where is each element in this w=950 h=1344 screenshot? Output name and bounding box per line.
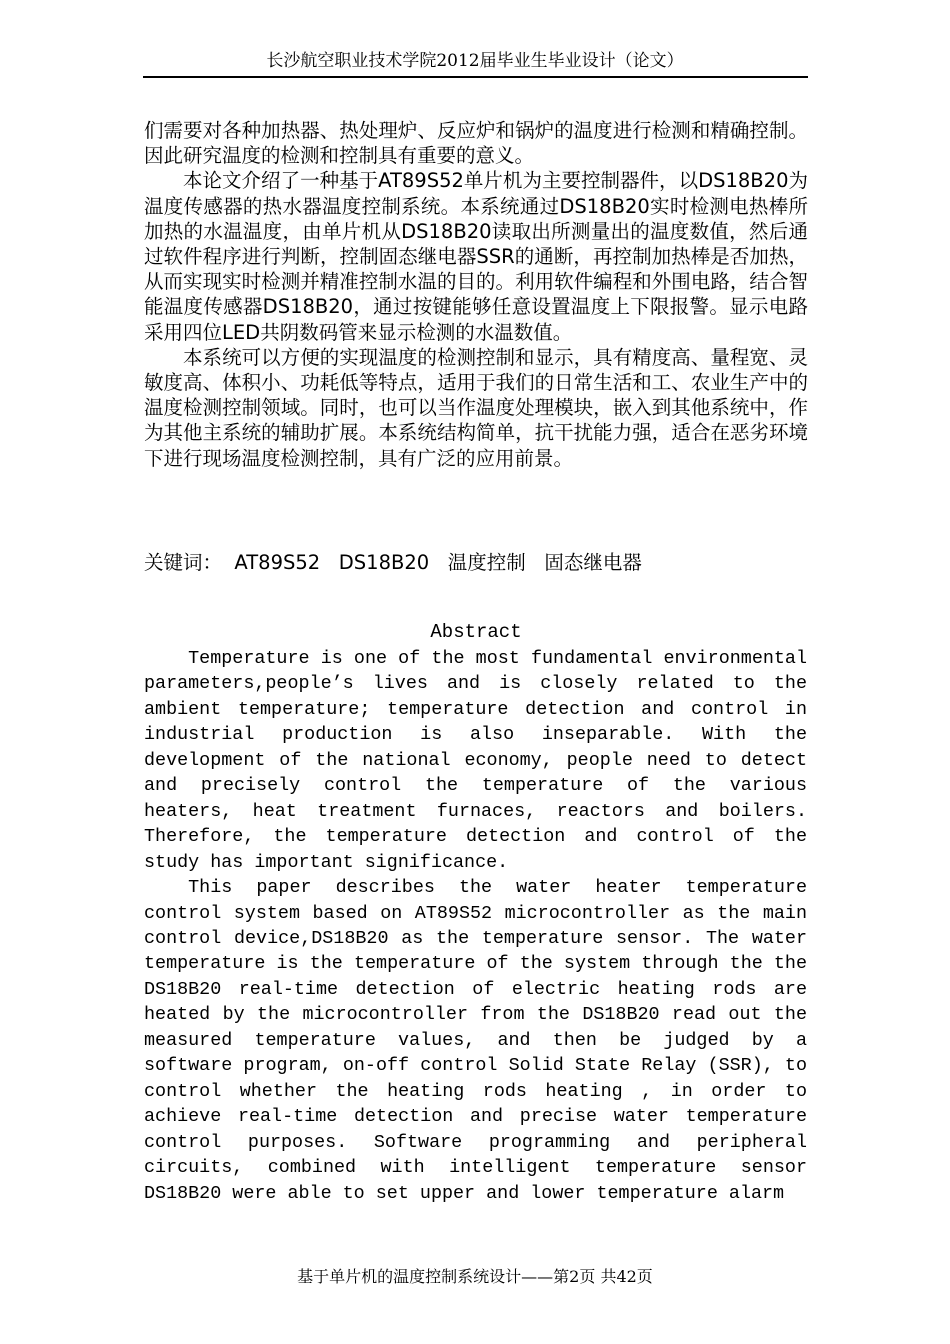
chinese-abstract	[144, 118, 808, 471]
keywords-label: 关键词：	[144, 551, 223, 574]
keywords-line	[144, 550, 808, 575]
keyword-item: DS18B20	[338, 551, 430, 574]
paragraph-zh-2: 本论文介绍了一种基于AT89S52单片机为主要控制器件，以DS18B20为温度传感器的热水器温度控制系统。本系统通过DS18B20实时检测电热棒所加热的水温温度，由单片机从DS18B20读取出所测量出的温度数值，然后通过软件程序进行判断，控制固态继电器SSR的通断，再控制加热棒是否加热，从而实现实时检测并精准控制水温的目的。利用软件编程和外围电路，结合智能温度传感器DS18B20，通过按键能够任意设置温度上下限报警。显示电路采用四位LED共阴数码管来显示检测的水温数值。	[144, 169, 808, 344]
paragraph-zh-1: 们需要对各种加热器、热处理炉、反应炉和锅炉的温度进行检测和精确控制。因此研究温度的检测和控制具有重要的意义。	[144, 119, 808, 168]
header-divider	[143, 76, 808, 78]
page-footer: 基于单片机的温度控制系统设计——第2页 共42页	[297, 1267, 653, 1286]
paragraph-en-1: Temperature is one of the most fundamental environmental parameters,people’s lives and is closely related to the ambient temperature; temperature detection and control in industrial production is also inseparable. With the development of the national economy, people need to detect and precisely control the temperature of the various heaters, heat treatment furnaces, reactors and boilers. Therefore, the temperature detection and control of the study has important significance.	[144, 648, 807, 873]
paragraph-en-2: This paper describes the water heater temperature control system based on AT89S52 microcontroller as the main control device,DS18B20 as the temperature sensor. The water temperature is the temperature of the system through the the DS18B20 real-time detection of electric heating rods are heated by the microcontroller from the DS18B20 read out the measured temperature values, and then be judged by a software program, on-off control Solid State Relay (SSR), to control whether the heating rods heating , in order to achieve real-time detection and precise water temperature control purposes. Software programming and peripheral circuits, combined with intelligent temperature sensor DS18B20 were able to set upper and lower temperature alarm	[144, 877, 807, 1204]
page-header: 长沙航空职业技术学院2012届毕业生毕业设计（论文）	[266, 51, 684, 71]
keyword-item: 温度控制	[447, 551, 526, 574]
english-abstract	[144, 646, 807, 1206]
paragraph-zh-3: 本系统可以方便的实现温度的检测控制和显示，具有精度高、量程宽、灵敏度高、体积小、功耗低等特点，适用于我们的日常生活和工、农业生产中的温度检测控制领域。同时，也可以当作温度处理模块，嵌入到其他系统中，作为其他主系统的辅助扩展。本系统结构简单，抗干扰能力强，适合在恶劣环境下进行现场温度检测控制，具有广泛的应用前景。	[144, 345, 808, 470]
abstract-heading: Abstract	[430, 621, 522, 643]
keyword-item: 固态继电器	[544, 551, 642, 574]
keyword-item: AT89S52	[234, 551, 321, 574]
